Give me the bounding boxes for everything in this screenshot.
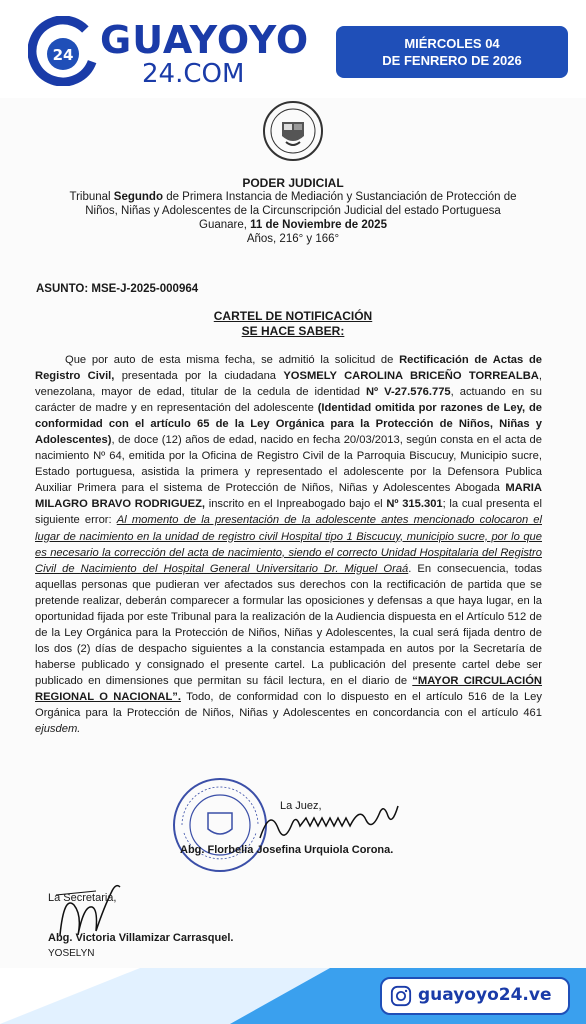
- tribunal-line-1: [20, 190, 566, 204]
- coat-of-arms-seal-icon: [262, 100, 324, 162]
- body-text: presentada por la ciudadana: [114, 370, 284, 383]
- place: Guanare,: [199, 219, 251, 231]
- judge-signature-icon: [250, 800, 420, 850]
- lawyer-name: MARIA MILAGRO BRAVO RODRIGUEZ,: [35, 482, 542, 511]
- instagram-link[interactable]: [380, 977, 570, 1015]
- initials: YOSELYN: [48, 948, 95, 959]
- asunto: ASUNTO: MSE-J-2025-000964: [36, 283, 199, 295]
- judge-label: La Juez,: [280, 800, 322, 812]
- body-bold: Rectificación de Actas de Registro Civil,: [35, 354, 543, 383]
- notice-body: [35, 352, 542, 737]
- id-number: Nº V-27.576.775: [365, 386, 451, 399]
- tribunal-number: Segundo: [113, 191, 163, 203]
- body-text: . En consecuencia, todas aquellas personas que pudieran ver afectados sus derechos con la rectificación de partida que se pretende realizar, deberán comparecer a formular las oposiciones y defensas a que haya lugar, en la oportunidad fijada por este Tribunal para la realización de la Audiencia dispuesta en el Artículo 512 de de la Ley Orgánica para la Protección de Niños, Niñas y Adolescentes, la cual será fijada dentro de los dos (2) días de despacho siguientes a la constancia estampada en autos por la Secretaría de haberse publicado y consignado el presente cartel. La publicación del presente cartel debe ser publicado en dimensiones que permitan su fácil lectura, en el diario de: [35, 562, 542, 687]
- inpreabogado-number: Nº 315.301: [386, 498, 443, 511]
- secretary-name: Abg. Victoria Villamizar Carrasquel.: [48, 932, 234, 944]
- brand-name: GUAYOYO: [100, 18, 310, 62]
- secretary-label: La Secretaria,: [48, 892, 117, 904]
- body-text: , de doce (12) años de edad, nacido en fecha 20/03/2013, según consta en el acta de nacimiento Nº 64, emitida por la Oficina de Registro Civil de la Parroquia Biscucuy, Municipio sucre, Estado portuguesa, asistida la primera y representado el adolescente por la Defensora Publica Auxiliar Primera para el sistema de Protección de Niños, Niñas y Adolescentes Abogada: [35, 434, 542, 495]
- judge-name: Abg. Florbelia Josefina Urquiola Corona.: [180, 844, 394, 856]
- guayoyo-logo-icon: [28, 16, 98, 86]
- place-date: [20, 218, 566, 232]
- body-text: inscrito en el Inpreabogado bajo el: [205, 498, 387, 511]
- site-header: [0, 0, 586, 100]
- body-bold-underline: “MAYOR CIRCULACIÓN REGIONAL O NACIONAL”.: [35, 674, 543, 703]
- tribunal-text-rest: de Primera Instancia de Mediación y Sustanciación de Protección de: [163, 191, 517, 203]
- body-italic: ejusdem.: [35, 723, 81, 736]
- body-text: , venezolana, mayor de edad, titular de la cedula de identidad: [35, 370, 542, 399]
- document-title: PODER JUDICIAL: [242, 176, 344, 190]
- instagram-handle: guayoyo24.ve: [418, 985, 552, 1005]
- date-line-2: DE FENRERO DE 2026: [382, 53, 522, 68]
- body-text: Que por auto de esta misma fecha, se admitió la solicitud de: [65, 354, 400, 366]
- instagram-icon: [390, 985, 412, 1007]
- body-bold: (Identidad omitida por razones de Ley, de conformidad con el artículo 65 de la Ley Orgánica para la Protección de Niños, Niñas y Adolescentes): [35, 402, 543, 447]
- error-description: Al momento de la presentación de la adolescente antes mencionado colocaron el lugar de nacimiento en la unidad de registro civil Hospital tipo 1 Biscucuy, municipio sucre, por lo que es necesario la corrección del acta de nacimiento, siendo el correcto Unidad Hospitalaria del Registro Civil de Nacimiento del Hospital General Universitario Dr. Miguel Oraá: [35, 514, 542, 575]
- tribunal-text: Tribunal: [69, 191, 114, 203]
- body-text: , actuando en su carácter de madre y en representación del adolescente: [35, 386, 542, 415]
- brand-domain: 24.COM: [142, 59, 245, 89]
- cartel-subtitle: SE HACE SABER:: [241, 324, 345, 338]
- body-text: ; la cual presenta el siguiente error:: [35, 498, 542, 527]
- date-badge: [336, 26, 568, 78]
- body-text: Todo, de conformidad con lo dispuesto en el artículo 516 de la Ley Orgánica para la Protección de Niños, Niñas y Adolescentes en concordancia con el artículo 461: [35, 690, 542, 720]
- logo-number: 24: [52, 46, 74, 64]
- cartel-title: CARTEL DE NOTIFICACIÓN: [213, 309, 373, 323]
- date: 11 de Noviembre de 2025: [250, 219, 387, 231]
- tribunal-line-2: Niños, Niñas y Adolescentes de la Circunscripción Judicial del estado Portuguesa: [85, 205, 501, 217]
- date-line-1: MIÉRCOLES 04: [404, 36, 500, 51]
- years: Años, 216° y 166°: [246, 233, 340, 245]
- applicant-name: YOSMELY CAROLINA BRICEÑO TORREALBA: [283, 370, 539, 383]
